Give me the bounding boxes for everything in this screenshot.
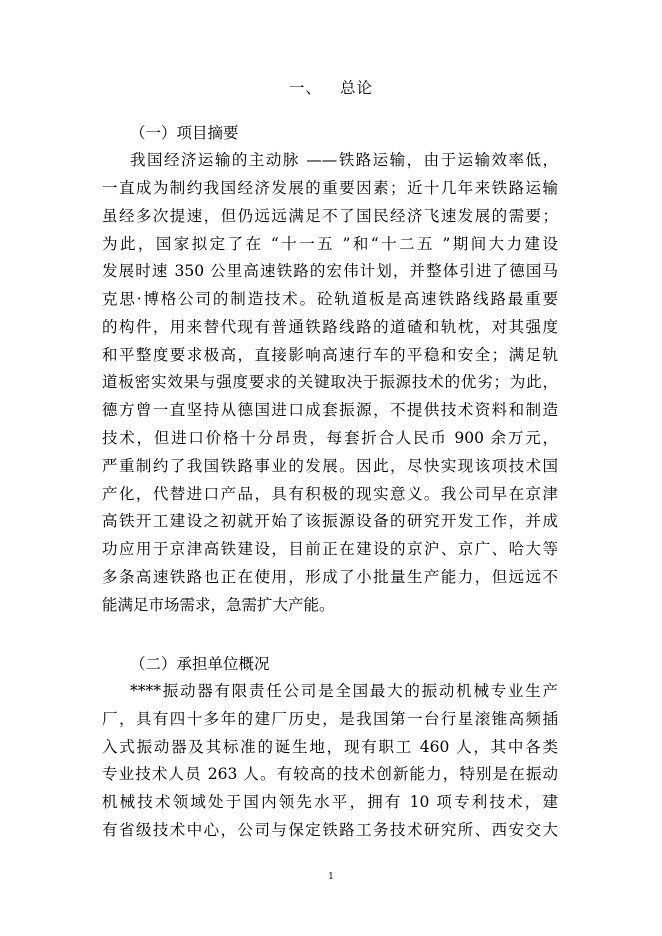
paragraph-line: 发展时速 350 公里高速铁路的宏伟计划，并整体引进了德国马 xyxy=(102,262,558,280)
paragraph-line: ****振动器有限责任公司是全国最大的振动机械专业生产 xyxy=(130,682,558,700)
paragraph-line: 厂，具有四十多年的建厂历史，是我国第一台行星滚锥高频插 xyxy=(102,710,558,728)
paragraph-line: 技术，但进口价格十分昂贵，每套折合人民币 900 余万元， xyxy=(102,429,558,447)
paragraph-line: 严重制约了我国铁路事业的发展。因此，尽快实现该项技术国 xyxy=(102,457,558,475)
paragraph-line: 多条高速铁路也正在使用，形成了小批量生产能力，但远远不 xyxy=(102,568,558,586)
paragraph-line: 克思·博格公司的制造技术。砼轨道板是高速铁路线路最重要 xyxy=(102,290,558,308)
paragraph-line: 专业技术人员 263 人。有较高的技术创新能力，特别是在振动 xyxy=(102,765,558,783)
paragraph-line: 虽经多次提速，但仍远远满足不了国民经济飞速发展的需要； xyxy=(102,207,558,225)
document-title: 一、 总论 xyxy=(289,79,373,97)
paragraph-line: 有省级技术中心，公司与保定铁路工务技术研究所、西安交大 xyxy=(102,821,558,839)
paragraph-line: 入式振动器及其标准的诞生地，现有职工 460 人，其中各类 xyxy=(102,738,558,756)
paragraph-line: 一直成为制约我国经济发展的重要因素；近十几年来铁路运输 xyxy=(102,179,558,197)
paragraph-line: 道板密实效果与强度要求的关键取决于振源技术的优劣；为此， xyxy=(102,373,558,391)
paragraph-line: 产化，代替进口产品，具有积极的现实意义。我公司早在京津 xyxy=(102,485,558,503)
section-heading-project-summary: （一）项目摘要 xyxy=(130,124,239,142)
paragraph-line: 和平整度要求极高，直接影响高速行车的平稳和安全；满足轨 xyxy=(102,346,558,364)
paragraph-line: 我国经济运输的主动脉 ——铁路运输，由于运输效率低， xyxy=(130,151,558,169)
paragraph-line: 功应用于京津高铁建设，目前正在建设的京沪、京广、哈大等 xyxy=(102,540,558,558)
paragraph-line: 为此，国家拟定了在 “十一五 ”和“十二五 ”期间大力建设 xyxy=(102,235,558,253)
paragraph-line: 能满足市场需求，急需扩大产能。 xyxy=(102,596,335,614)
section-heading-organization-overview: （二）承担单位概况 xyxy=(130,655,270,673)
paragraph-line: 高铁开工建设之初就开始了该振源设备的研究开发工作，并成 xyxy=(102,512,558,530)
page-number: 1 xyxy=(328,872,334,882)
paragraph-line: 机械技术领域处于国内领先水平，拥有 10 项专利技术，建 xyxy=(102,793,558,811)
paragraph-line: 德方曾一直坚持从德国进口成套振源，不提供技术资料和制造 xyxy=(102,401,558,419)
paragraph-line: 的构件，用来替代现有普通铁路线路的道碴和轨枕，对其强度 xyxy=(102,318,558,336)
